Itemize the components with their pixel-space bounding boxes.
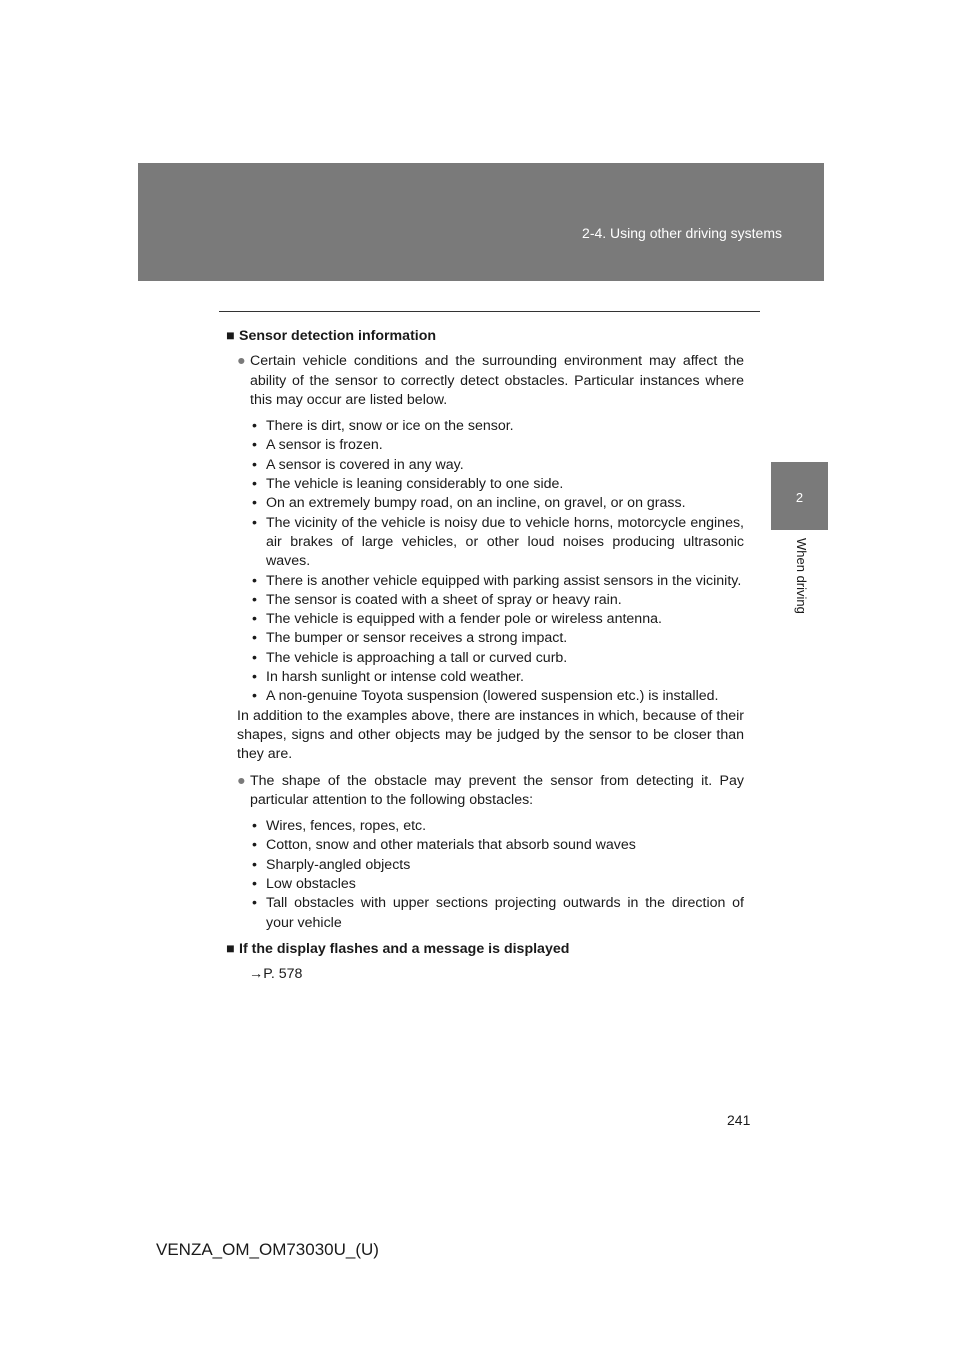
- addition-paragraph: In addition to the examples above, there are instances in which, because of their shapes, signs and other objects may be judged by the sensor to be closer than they are.: [237, 707, 744, 763]
- info-item-text: The shape of the obstacle may prevent the sensor from detecting it. Pay particular attention to the following obstacles:: [250, 772, 744, 808]
- list-item: • On an extremely bumpy road, on an incline, on gravel, or on grass.: [252, 494, 744, 513]
- list-item: • There is dirt, snow or ice on the sensor.: [252, 417, 744, 436]
- list-item: • The vicinity of the vehicle is noisy due to vehicle horns, motorcycle engines, air brakes of large vehicles, or other loud noises producing ultrasonic waves.: [252, 514, 744, 572]
- heading-text: Sensor detection information: [239, 328, 437, 344]
- list-item: • In harsh sunlight or intense cold weather.: [252, 668, 744, 687]
- list-item: • There is another vehicle equipped with parking assist sensors in the vicinity.: [252, 572, 744, 591]
- content: [226, 327, 744, 985]
- conditions-list: [226, 417, 744, 706]
- reference-text: P. 578: [263, 966, 303, 983]
- chapter-number: 2: [795, 490, 804, 505]
- list-item: • Low obstacles: [252, 875, 744, 894]
- list-item: • Tall obstacles with upper sections projecting outwards in the direction of your vehicle: [252, 894, 744, 933]
- heading-display-flashes: [226, 940, 744, 959]
- page-number: 241: [727, 1112, 751, 1128]
- chapter-tab: [771, 462, 828, 530]
- circle-bullet-icon: ●: [237, 353, 246, 370]
- list-item: • A sensor is covered in any way.: [252, 456, 744, 475]
- section-title: 2-4. Using other driving systems: [582, 225, 782, 241]
- info-item: [226, 352, 744, 410]
- list-item: • The vehicle is leaning considerably to one side.: [252, 475, 744, 494]
- list-item: • Sharply-angled objects: [252, 856, 744, 875]
- info-item-text: Certain vehicle conditions and the surrounding environment may affect the ability of the sensor to correctly detect obstacles. Particular instances where this may occur are listed below.: [250, 353, 744, 408]
- heading-text: If the display flashes and a message is displayed: [239, 940, 570, 957]
- document-code: VENZA_OM_OM73030U_(U): [156, 1240, 379, 1259]
- section-divider: [219, 311, 760, 312]
- list-item: • The vehicle is equipped with a fender pole or wireless antenna.: [252, 610, 744, 629]
- arrow-icon: →: [249, 966, 264, 983]
- square-bullet-icon: ■: [226, 940, 235, 957]
- chapter-label: When driving: [794, 538, 809, 614]
- header-band: [138, 163, 824, 281]
- list-item: • A non-genuine Toyota suspension (lowered suspension etc.) is installed.: [252, 687, 744, 706]
- list-item: • The bumper or sensor receives a strong impact.: [252, 629, 744, 648]
- square-bullet-icon: ■: [226, 328, 235, 344]
- circle-bullet-icon: ●: [237, 772, 246, 789]
- list-item: • Cotton, snow and other materials that absorb sound waves: [252, 836, 744, 855]
- obstacles-list: [226, 817, 744, 933]
- heading-sensor-detection: [226, 327, 744, 346]
- info-item: [226, 772, 744, 811]
- list-item: • The vehicle is approaching a tall or curved curb.: [252, 649, 744, 668]
- list-item: • Wires, fences, ropes, etc.: [252, 817, 744, 836]
- list-item: • The sensor is coated with a sheet of spray or heavy rain.: [252, 591, 744, 610]
- list-item: • A sensor is frozen.: [252, 436, 744, 455]
- page-reference[interactable]: [226, 965, 744, 984]
